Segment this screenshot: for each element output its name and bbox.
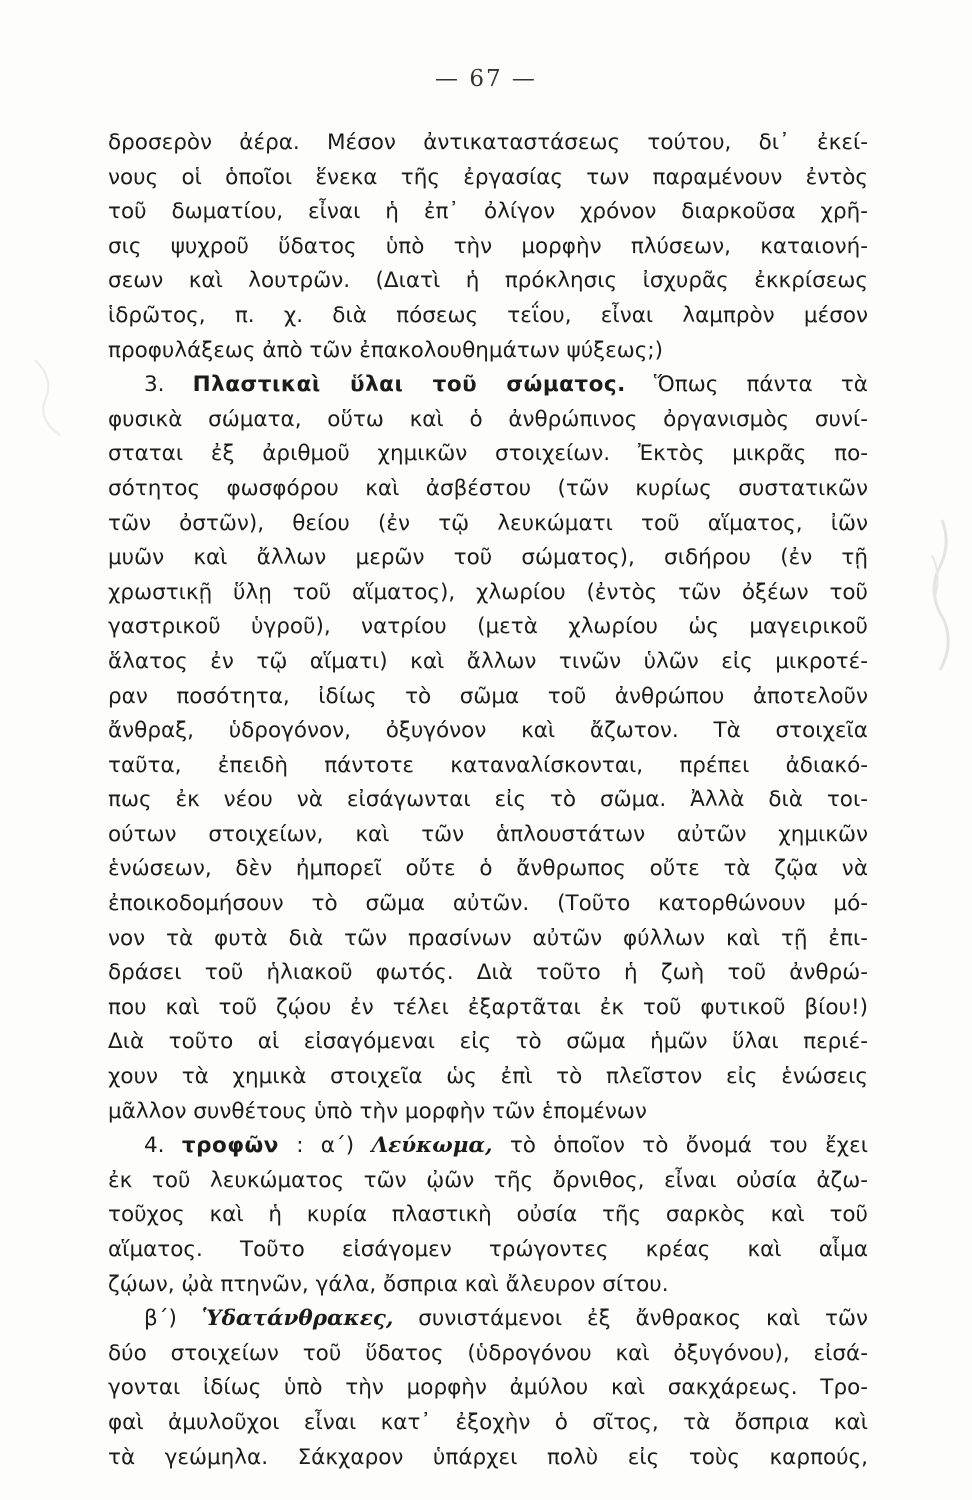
section-4-line bbox=[108, 1129, 868, 1164]
text-line: ραν ποσότητα, ἰδίως τὸ σῶμα τοῦ ἀνθρώπου ἀποτελοῦν bbox=[108, 683, 868, 709]
text-line: μᾶλλον συνθέτους ὑπὸ τὴν μορφὴν τῶν ἑπομένων bbox=[108, 1098, 647, 1124]
text-line: ταῦτα, ἐπειδὴ πάντοτε καταναλίσκονται, πρέπει ἀδιακό- bbox=[108, 752, 868, 778]
text-line: γαστρικοῦ ὑγροῦ), νατρίου (μετὰ χλωρίου ὡς μαγειρικοῦ bbox=[108, 614, 868, 640]
faded-margin-stamp bbox=[924, 515, 960, 675]
text-line: σεων καὶ λουτρῶν. (Διατὶ ἡ πρόκλησις ἰσχυρᾶς ἐκκρίσεως bbox=[108, 268, 868, 294]
text-line: τοῦχος καὶ ἡ κυρία πλαστικὴ οὐσία τῆς σαρκὸς καὶ τοῦ bbox=[108, 1202, 868, 1228]
text-line: γονται ἰδίως ὑπὸ τὴν μορφὴν ἀμύλου καὶ σακχάρεως. Τρο- bbox=[108, 1375, 868, 1401]
text-line: ἱδρῶτος, π. χ. διὰ πόσεως τεΐου, εἶναι λαμπρὸν μέσον bbox=[108, 302, 868, 328]
page-number: — 67 — bbox=[435, 66, 537, 92]
text-line: φυσικὰ σώματα, οὕτω καὶ ὁ ἀνθρώπινος ὀργανισμὸς συνί- bbox=[108, 406, 868, 432]
text-line: που καὶ τοῦ ζῴου ἐν τέλει ἐξαρτᾶται ἐκ τοῦ φυτικοῦ βίου!) bbox=[108, 994, 868, 1020]
text-line: μυῶν καὶ ἄλλων μερῶν τοῦ σώματος), σιδήρου (ἐν τῇ bbox=[108, 545, 868, 571]
text-line: ἅλατος ἐν τῷ αἵματι) καὶ ἄλλων τινῶν ὑλῶν εἰς μικροτέ- bbox=[108, 648, 868, 674]
term-albumin: Λεύκωμα, bbox=[371, 1133, 493, 1159]
section-3-line bbox=[108, 368, 868, 403]
term-carbohydrates: Ὑδατάνθρακες, bbox=[201, 1306, 394, 1332]
text-line: ζῴων, ᾠὰ πτηνῶν, γάλα, ὄσπρια καὶ ἄλευρον σίτου. bbox=[108, 1271, 669, 1297]
section-text: Ὅπως πάντα τὰ bbox=[625, 372, 868, 398]
subsection-text: συνιστάμενοι ἐξ ἄνθρακος καὶ τῶν bbox=[393, 1306, 868, 1332]
section-number: 3. bbox=[144, 372, 193, 398]
text-line: νον τὰ φυτὰ διὰ τῶν πρασίνων αὐτῶν φύλλων καὶ τῇ ἐπι- bbox=[108, 925, 868, 951]
text-line: προφυλάξεως ἀπὸ τῶν ἐπακολουθημάτων ψύξεως;) bbox=[108, 337, 664, 363]
text-line: αἵματος. Τοῦτο εἰσάγομεν τρώγοντες κρέας καὶ αἷμα bbox=[108, 1237, 868, 1262]
body-text bbox=[108, 126, 868, 1475]
text-line: ἄνθραξ, ὑδρογόνον, ὀξυγόνον καὶ ἄζωτον. Τὰ στοιχεῖα bbox=[108, 718, 868, 744]
text-line: ἐποικοδομήσουν τὸ σῶμα αὐτῶν. (Τοῦτο κατορθώνουν μό- bbox=[108, 891, 868, 917]
section-heading: τροφῶν bbox=[181, 1133, 279, 1159]
text-line: τοῦ δωματίου, εἶναι ἡ ἐπ᾽ ὀλίγον χρόνον διαρκοῦσα χρῆ- bbox=[108, 199, 868, 225]
text-line: ἑνώσεων, δὲν ἠμπορεῖ οὔτε ὁ ἄνθρωπος οὔτε τὰ ζῷα νὰ bbox=[108, 856, 868, 882]
text-line: πως ἐκ νέου νὰ εἰσάγωνται εἰς τὸ σῶμα. Ἀλλὰ διὰ τοι- bbox=[108, 787, 868, 813]
text-line: δύο στοιχείων τοῦ ὕδατος (ὑδρογόνου καὶ ὀξυγόνου), εἰσά- bbox=[108, 1340, 868, 1366]
text-line: χουν τὰ χημικὰ στοιχεῖα ὡς ἐπὶ τὸ πλεῖστον εἰς ἑνώσεις bbox=[108, 1064, 868, 1090]
subsection-b-line bbox=[108, 1302, 868, 1337]
text-line: φαὶ ἀμυλοῦχοι εἶναι κατ᾽ ἐξοχὴν ὁ σῖτος, τὰ ὄσπρια καὶ bbox=[108, 1409, 868, 1435]
text-line: ούτων στοιχείων, καὶ τῶν ἁπλουστάτων αὐτῶν χημικῶν bbox=[108, 821, 868, 847]
section-text: τὸ ὁποῖον τὸ ὄνομά του ἔχει bbox=[492, 1133, 869, 1159]
text-line: χρωστικῇ ὕλῃ τοῦ αἵματος), χλωρίου (ἐντὸς τῶν ὀξέων τοῦ bbox=[108, 579, 868, 605]
text-line: σότητος φωσφόρου καὶ ἀσβέστου (τῶν κυρίως συστατικῶν bbox=[108, 475, 868, 501]
text-line: νους οἱ ὁποῖοι ἕνεκα τῆς ἐργασίας των παραμένουν ἐντὸς bbox=[108, 164, 868, 190]
section-heading: Πλαστικαὶ ὕλαι τοῦ σώματος. bbox=[192, 372, 626, 398]
text-line: τῶν ὀστῶν), θείου (ἐν τῷ λευκώματι τοῦ αἵματος, ἰῶν bbox=[108, 510, 868, 536]
text-line: ἐκ τοῦ λευκώματος τῶν ᾠῶν τῆς ὄρνιθος, εἶναι οὐσία ἀζω- bbox=[108, 1167, 868, 1193]
faded-margin-mark bbox=[30, 350, 70, 440]
text-line: σις ψυχροῦ ὕδατος ὑπὸ τὴν μορφὴν πλύσεων, καταιονή- bbox=[108, 233, 868, 259]
text-line: δροσερὸν ἀέρα. Μέσον ἀντικαταστάσεως τούτου, δι᾽ ἐκεί- bbox=[108, 130, 868, 155]
text-line: τὰ γεώμηλα. Σάκχαρον ὑπάρχει πολὺ εἰς τοὺς καρπούς, bbox=[108, 1444, 868, 1470]
section-text: : α´) bbox=[278, 1133, 372, 1159]
text-line: δράσει τοῦ ἡλιακοῦ φωτός. Διὰ τοῦτο ἡ ζωὴ τοῦ ἀνθρώ- bbox=[108, 960, 868, 986]
text-line: σταται ἐξ ἀριθμοῦ χημικῶν στοιχείων. Ἐκτὸς μικρᾶς πο- bbox=[108, 441, 868, 467]
section-number: 4. bbox=[144, 1133, 182, 1159]
subsection-label: β´) bbox=[144, 1306, 202, 1332]
text-line: Διὰ τοῦτο αἱ εἰσαγόμεναι εἰς τὸ σῶμα ἡμῶν ὕλαι περιέ- bbox=[108, 1029, 868, 1055]
